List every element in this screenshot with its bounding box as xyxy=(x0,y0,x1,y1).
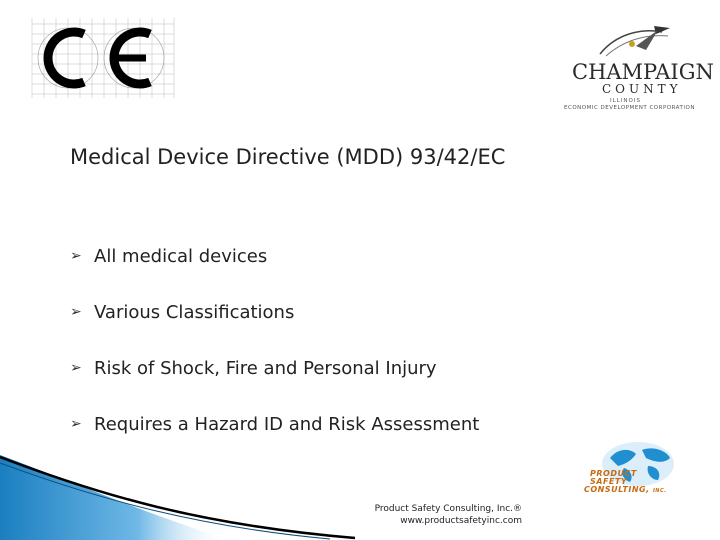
aircraft-swoosh-icon xyxy=(596,24,676,64)
arrow-bullet-icon: ➢ xyxy=(70,360,82,376)
arrow-bullet-icon: ➢ xyxy=(70,304,82,320)
slide-title: Medical Device Directive (MDD) 93/42/EC xyxy=(70,145,506,169)
footer xyxy=(358,503,522,527)
bullet-text: Risk of Shock, Fire and Personal Injury xyxy=(94,357,437,379)
list-item xyxy=(70,340,479,396)
ce-mark-logo xyxy=(24,14,180,100)
decorative-swoosh xyxy=(0,455,360,540)
psc-wordmark xyxy=(584,470,692,495)
psc-line2: SAFETY xyxy=(590,477,628,486)
footer-company: Product Safety Consulting, Inc.® xyxy=(374,504,522,514)
illinois-label: ILLINOIS xyxy=(610,98,641,104)
list-item xyxy=(70,284,479,340)
bullet-text: All medical devices xyxy=(94,245,268,267)
arrow-bullet-icon: ➢ xyxy=(70,248,82,264)
edc-label: ECONOMIC DEVELOPMENT CORPORATION xyxy=(564,105,695,111)
psc-line1: PRODUCT xyxy=(590,469,637,478)
county-wordmark: COUNTY xyxy=(602,82,682,96)
bullet-list xyxy=(70,228,479,452)
psc-inc: INC. xyxy=(652,488,667,494)
psc-logo xyxy=(582,440,692,502)
psc-line3-text: CONSULTING, xyxy=(584,485,650,494)
bullet-text: Various Classifications xyxy=(94,301,295,323)
arrow-bullet-icon: ➢ xyxy=(70,416,82,432)
list-item xyxy=(70,228,479,284)
champaign-wordmark: CHAMPAIGN xyxy=(572,60,714,84)
list-item xyxy=(70,396,479,452)
bullet-text: Requires a Hazard ID and Risk Assessment xyxy=(94,413,480,435)
footer-url: www.productsafetyinc.com xyxy=(400,516,522,526)
champaign-county-logo xyxy=(562,24,714,112)
psc-line3 xyxy=(584,486,692,495)
